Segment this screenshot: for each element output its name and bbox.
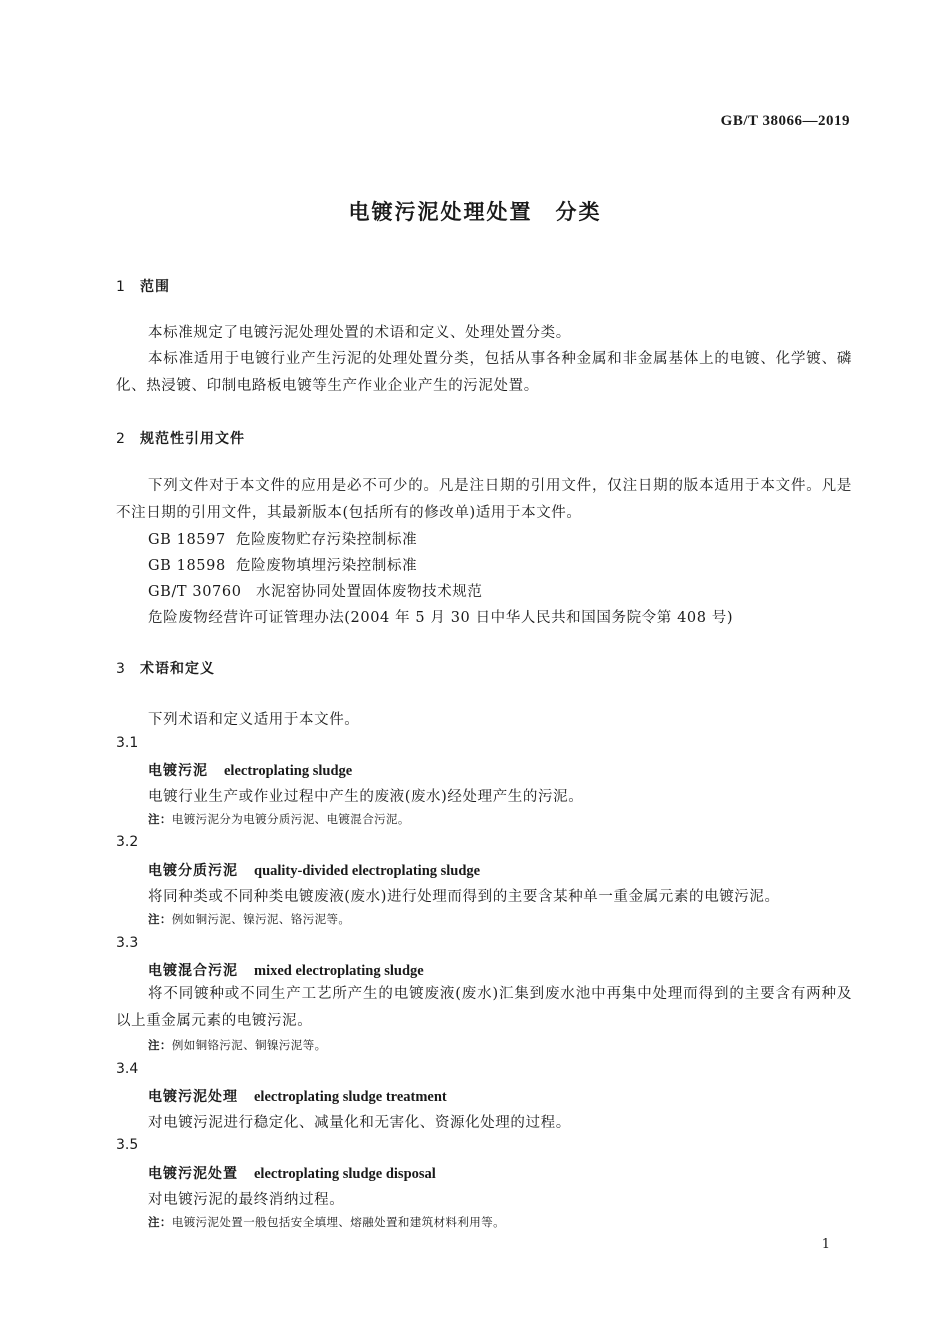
term-definition: 对电镀污泥进行稳定化、减量化和无害化、资源化处理的过程。	[148, 1115, 571, 1131]
term-heading	[148, 960, 424, 980]
scope-paragraph-2: 本标准适用于电镀行业产生污泥的处理处置分类，包括从事各种金属和非金属基体上的电镀、化学镀、磷化、热浸镀、印制电路板电镀等生产作业企业产生的污泥处置。	[116, 351, 852, 394]
term-heading	[148, 760, 352, 780]
term-zh: 电镀污泥处置	[148, 1166, 238, 1182]
section-heading-terms	[116, 658, 215, 678]
note-label: 注：	[148, 812, 172, 826]
note-label: 注：	[148, 912, 172, 926]
term-number: 3.1	[116, 735, 139, 751]
standard-code: GB/T 38066—2019	[720, 113, 850, 129]
reference-code: GB 18598	[148, 558, 226, 574]
section-number: 2	[116, 431, 126, 447]
note-text: 电镀污泥分为电镀分质污泥、电镀混合污泥。	[171, 812, 410, 826]
section-title: 术语和定义	[140, 661, 215, 677]
note-label: 注：	[148, 1215, 172, 1229]
term-heading	[148, 1086, 447, 1106]
note-text: 电镀污泥处置一般包括安全填埋、熔融处置和建筑材料利用等。	[171, 1215, 506, 1229]
term-definition: 将不同镀种或不同生产工艺所产生的电镀废液(废水)汇集到废水池中再集中处理而得到的主要含有两种及以上重金属元素的电镀污泥。	[116, 986, 852, 1029]
reference-item	[148, 580, 483, 601]
reference-code: GB/T 30760	[148, 584, 242, 600]
term-number: 3.4	[116, 1061, 139, 1077]
section-number: 1	[116, 279, 126, 295]
reference-title: 危险废物填埋污染控制标准	[236, 558, 418, 574]
term-note	[148, 1214, 505, 1230]
term-zh: 电镀污泥处理	[148, 1089, 238, 1105]
term-heading	[148, 860, 480, 880]
term-note	[148, 811, 410, 827]
term-number: 3.5	[116, 1137, 139, 1153]
term-en: electroplating sludge	[224, 763, 353, 779]
term-en: electroplating sludge treatment	[254, 1089, 447, 1105]
section-heading-normative-references	[116, 428, 245, 448]
term-en: electroplating sludge disposal	[254, 1166, 436, 1182]
reference-regulation: 危险废物经营许可证管理办法(2004 年 5 月 30 日中华人民共和国国务院令第 408 号)	[148, 610, 734, 626]
scope-paragraph-1: 本标准规定了电镀污泥处理处置的术语和定义、处理处置分类。	[148, 325, 571, 341]
document-title: 电镀污泥处理处置 分类	[348, 200, 602, 224]
normative-intro-paragraph: 下列文件对于本文件的应用是必不可少的。凡是注日期的引用文件，仅注日期的版本适用于本文件。凡是不注日期的引用文件，其最新版本(包括所有的修改单)适用于本文件。	[116, 478, 852, 521]
terms-intro: 下列术语和定义适用于本文件。	[148, 712, 360, 728]
term-number: 3.3	[116, 935, 139, 951]
term-definition: 对电镀污泥的最终消纳过程。	[148, 1192, 345, 1208]
note-text: 例如铜污泥、镍污泥、铬污泥等。	[171, 912, 351, 926]
term-note	[148, 1037, 327, 1053]
term-note	[148, 911, 350, 927]
term-number: 3.2	[116, 834, 139, 850]
term-definition: 将同种类或不同种类电镀废液(废水)进行处理而得到的主要含某种单一重金属元素的电镀污泥。	[148, 889, 780, 905]
reference-title: 危险废物贮存污染控制标准	[236, 532, 418, 548]
term-zh: 电镀污泥	[148, 763, 208, 779]
note-label: 注：	[148, 1038, 172, 1052]
page-number: 1	[821, 1237, 830, 1252]
term-definition: 电镀行业生产或作业过程中产生的废液(废水)经处理产生的污泥。	[148, 789, 584, 805]
reference-code: GB 18597	[148, 532, 226, 548]
term-zh: 电镀混合污泥	[148, 963, 238, 979]
section-heading-scope	[116, 276, 170, 296]
section-number: 3	[116, 661, 126, 677]
note-text: 例如铜铬污泥、铜镍污泥等。	[171, 1038, 327, 1052]
section-title: 范围	[140, 279, 170, 295]
reference-item	[148, 528, 417, 549]
section-title: 规范性引用文件	[140, 431, 245, 447]
term-heading	[148, 1163, 436, 1183]
term-en: mixed electroplating sludge	[254, 963, 424, 979]
term-zh: 电镀分质污泥	[148, 863, 238, 879]
reference-item	[148, 554, 417, 575]
term-en: quality-divided electroplating sludge	[254, 863, 481, 879]
reference-title: 水泥窑协同处置固体废物技术规范	[256, 584, 483, 600]
